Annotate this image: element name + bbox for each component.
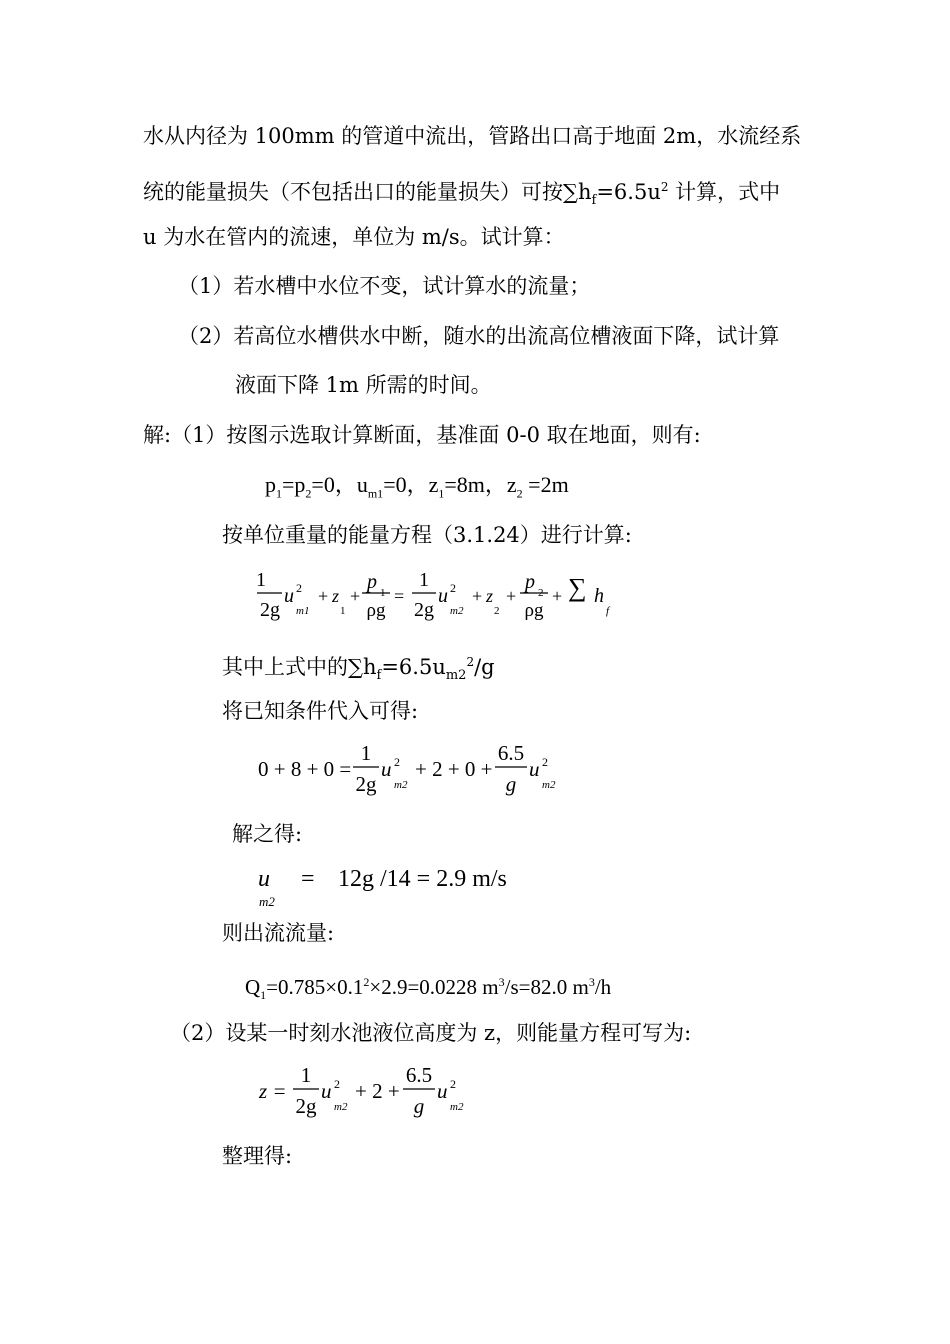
eq1-f: f: [606, 605, 610, 617]
eq3-sq-a: 2: [334, 1077, 340, 1091]
eq3-one: 1: [300, 1063, 312, 1087]
eq1-z-sub-1: 1: [340, 605, 346, 617]
eq1-one-a: 1: [256, 569, 266, 591]
flow-d: /h: [594, 975, 612, 999]
flow-sup-2: 3: [498, 975, 505, 989]
hf-sub-f: f: [376, 668, 382, 684]
problem-item-2-line-2: 液面下降 1m 所需的时间。: [235, 373, 492, 397]
eq1-z-2: z: [486, 586, 494, 606]
flow-a: =0.785×0.1: [266, 975, 364, 999]
eq3-m2-a: m2: [334, 1101, 348, 1113]
hf-text-a: 其中上式中的∑h: [222, 655, 377, 679]
eq3-sq-b: 2: [450, 1077, 456, 1091]
eq1-plus-3: +: [472, 586, 483, 606]
problem-line-2-a: 统的能量损失（不包括出口的能量损失）可按∑h: [143, 180, 592, 204]
cond-sub-3: 1: [438, 486, 445, 501]
flow-c: /s=82.0 m: [504, 975, 589, 999]
boundary-conditions: [265, 471, 569, 507]
eq1-z-1: z: [332, 586, 340, 606]
cond-eq-4: =8m，z: [444, 472, 517, 497]
energy-equation: [250, 566, 630, 628]
flow-sub: 1: [260, 988, 267, 1003]
hf-sub-m2: m2: [445, 668, 467, 684]
flow-b: ×2.9=0.0228 m: [369, 975, 499, 999]
eq3-den: g: [413, 1094, 425, 1118]
problem-item-1: （1）若水槽中水位不变，试计算水的流量；: [178, 274, 591, 298]
part2-equation: [255, 1062, 495, 1122]
cond-eq-5: =2m: [522, 472, 569, 497]
eq3-u-a: u: [321, 1079, 332, 1103]
solve-text: 解之得:: [232, 822, 303, 846]
eq2-den: g: [505, 772, 517, 796]
flow-Q: Q: [245, 975, 261, 999]
eq1-m1: m1: [296, 605, 310, 617]
eq1-p-2: p: [525, 571, 535, 593]
eq1-twog-a: 2g: [260, 599, 280, 621]
problem-item-2-line-1: （2）若高位水槽供水中断，随水的出流高位槽液面下降，试计算: [178, 324, 780, 348]
hf-text-b: =6.5u: [381, 655, 446, 679]
eq1-p-1: p: [367, 571, 377, 593]
eq1-sq-a: 2: [296, 581, 302, 595]
eq2-m2-b: m2: [542, 779, 556, 791]
problem-line-2-sub: f: [591, 193, 597, 209]
eq2-sq-b: 2: [542, 755, 548, 769]
eq3-lhs: z =: [259, 1079, 287, 1103]
result-eq: =: [301, 866, 315, 892]
problem-line-2-sup: 2: [660, 180, 669, 194]
solution-intro: 解:（1）按图示选取计算断面，基准面 0-0 取在地面，则有:: [143, 423, 701, 447]
cond-p: p: [265, 472, 276, 497]
eq1-equals: =: [394, 586, 405, 606]
eq3-num: 6.5: [405, 1063, 433, 1087]
eq1-rhog-2: ρg: [524, 600, 544, 621]
eq1-plus-1: +: [318, 586, 329, 606]
flow-result: [245, 968, 611, 1009]
energy-equation-text: 按单位重量的能量方程（3.1.24）进行计算:: [222, 523, 632, 547]
hf-text-c: /g: [474, 655, 495, 679]
cond-sub-1: 1: [276, 486, 282, 501]
substituted-equation: [255, 740, 575, 800]
eq1-plus-4: +: [506, 586, 517, 606]
problem-line-2: [143, 173, 780, 215]
eq3-u-b: u: [437, 1079, 448, 1103]
flow-sup-1: 2: [363, 975, 370, 989]
hf-sup: 2: [466, 655, 475, 669]
cond-eq-1: =p: [282, 472, 306, 497]
problem-line-2-c: 计算，式中: [668, 180, 781, 204]
problem-line-1: 水从内径为 100mm 的管道中流出，管路出口高于地面 2m，水流经系: [143, 124, 802, 148]
eq2-m2-a: m2: [394, 779, 408, 791]
eq3-mid: + 2 +: [355, 1079, 400, 1103]
eq2-u-a: u: [381, 757, 392, 781]
substitute-text: 将已知条件代入可得:: [222, 699, 419, 723]
result-value: 12g /14 = 2.9 m/s: [338, 866, 507, 892]
eq1-m2: m2: [450, 605, 464, 617]
cond-sub-4: 2: [516, 486, 523, 501]
part2-text: （2）设某一时刻水池液位高度为 z，则能量方程可写为:: [170, 1021, 692, 1045]
eq2-sq-a: 2: [394, 755, 400, 769]
cond-sub-m1: m1: [367, 486, 384, 501]
hf-definition: [222, 648, 495, 690]
eq1-rhog-1: ρg: [366, 600, 386, 621]
eq2-u-b: u: [529, 757, 540, 781]
result-m2: m2: [259, 894, 275, 909]
eq3-twog: 2g: [295, 1094, 317, 1118]
eq2-num: 6.5: [497, 741, 525, 765]
eq2-mid: + 2 + 0 +: [415, 757, 493, 781]
eq1-one-b: 1: [419, 569, 429, 591]
eq1-u-a: u: [284, 585, 294, 607]
cond-eq-3: =0，z: [383, 472, 439, 497]
eq1-u-b: u: [438, 585, 448, 607]
cond-eq-2: =0，u: [311, 472, 368, 497]
result-u: u: [258, 866, 270, 892]
problem-line-3: u 为水在管内的流速，单位为 m/s。试计算：: [143, 225, 565, 249]
eq1-twog-b: 2g: [414, 599, 434, 621]
eq1-h: h: [594, 585, 604, 607]
eq2-twog: 2g: [355, 772, 377, 796]
eq1-plus-5: +: [552, 586, 563, 606]
cond-sub-2: 2: [305, 486, 312, 501]
velocity-result: [255, 858, 545, 910]
rearrange-text: 整理得:: [222, 1144, 293, 1168]
eq1-sq-b: 2: [450, 581, 456, 595]
problem-line-2-b: =6.5u: [596, 180, 661, 204]
flow-sup-3: 3: [588, 975, 595, 989]
eq1-z-sub-2: 2: [494, 605, 500, 617]
eq1-plus-2: +: [350, 586, 361, 606]
eq2-one: 1: [360, 741, 372, 765]
eq2-lhs: 0 + 8 + 0 =: [258, 757, 352, 781]
eq3-m2-b: m2: [450, 1101, 464, 1113]
flow-text: 则出流流量:: [222, 921, 335, 945]
eq1-p-sub-2: 2: [538, 587, 544, 599]
eq1-sigma: ∑: [568, 573, 587, 602]
eq1-p-sub-1: 1: [380, 587, 386, 599]
